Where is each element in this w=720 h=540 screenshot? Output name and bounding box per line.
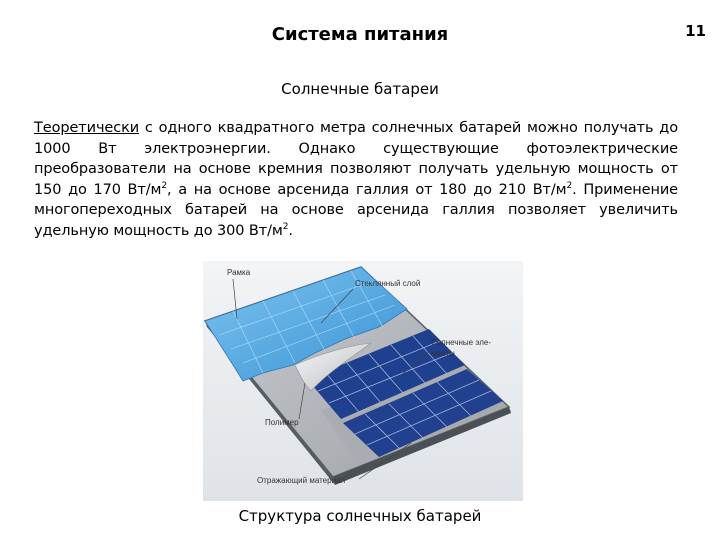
body-text-part-4: . xyxy=(288,222,293,239)
superscript-2: 2 xyxy=(282,221,289,232)
page-number: 11 xyxy=(685,22,706,40)
solar-panel-figure xyxy=(203,261,523,501)
superscript-2: 2 xyxy=(161,180,168,191)
slide-subtitle: Солнечные батареи xyxy=(281,80,439,98)
figure-caption: Структура солнечных батарей xyxy=(238,507,482,525)
body-paragraph xyxy=(34,118,678,241)
underlined-term: Теоретически xyxy=(34,120,140,136)
body-text-part-3: . Применение многопереходных батарей на основе арсенида галлия позволяет увеличить удельную мощность до 300 Вт/м xyxy=(34,181,678,239)
label-frame: Рамка xyxy=(227,268,251,277)
label-cells-1: Солнечные эле- xyxy=(431,338,492,347)
label-cells-2: менты xyxy=(431,349,455,358)
body-text-part-2: , а на основе арсенида галлия от 180 до 210 Вт/м xyxy=(167,181,567,198)
label-reflect: Отражающий материал xyxy=(257,476,346,485)
label-polymer: Полимер xyxy=(265,418,299,427)
label-glass: Стеклянный слой xyxy=(355,279,421,288)
body-text-part-1: с одного квадратного метра солнечных батарей можно получать до 1000 Вт электроэнергии. Однако существующие фотоэлектрические преобразователи на основе кремния позволяют получать удельную мощность от 150 до 170 Вт/м xyxy=(34,120,678,198)
superscript-2: 2 xyxy=(566,180,573,191)
solar-panel-illustration xyxy=(203,261,523,501)
slide-title: Система питания xyxy=(271,24,449,45)
